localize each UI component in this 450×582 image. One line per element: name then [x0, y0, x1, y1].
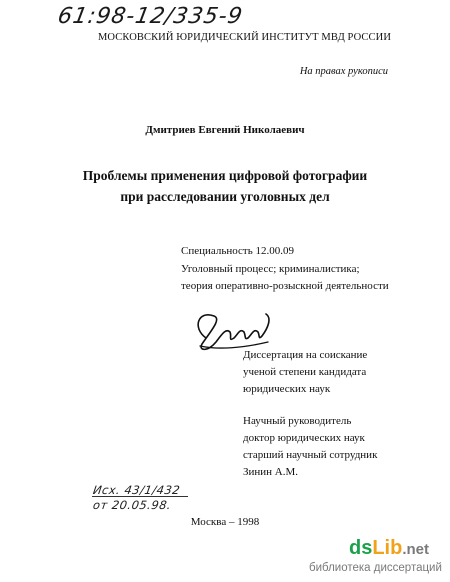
- handwritten-note-line-2: от 20.05.98.: [92, 498, 173, 512]
- place-and-year: Москва – 1998: [190, 516, 260, 528]
- author-name: Дмитриев Евгений Николаевич: [145, 124, 305, 136]
- institute-name: МОСКОВСКИЙ ЮРИДИЧЕСКИЙ ИНСТИТУТ МВД РОССИИ: [98, 32, 392, 43]
- title-line-2: при расследовании уголовных дел: [120, 189, 330, 204]
- handwritten-note-line-1: Исх. 43/1/432: [92, 483, 182, 497]
- specialty-name-line-2: теория оперативно-розыскной деятельности: [181, 280, 389, 292]
- specialty-name-line-1: Уголовный процесс; криминалистика;: [181, 263, 360, 275]
- rights-note: На правах рукописи: [299, 66, 388, 77]
- supervisor-line-1: Научный руководитель: [243, 415, 352, 427]
- supervisor-name: Зинин А.М.: [243, 466, 299, 478]
- dissertation-line-3: юридических наук: [243, 383, 331, 395]
- watermark-logo[interactable]: [349, 537, 429, 560]
- watermark-net: .net: [402, 541, 430, 558]
- dissertation-line-2: ученой степени кандидата: [243, 366, 367, 378]
- watermark-ds: ds: [349, 537, 373, 559]
- handwritten-note-divider: [92, 496, 188, 497]
- watermark-caption: библиотека диссертаций: [309, 562, 442, 574]
- supervisor-line-3: старший научный сотрудник: [243, 449, 378, 461]
- supervisor-line-2: доктор юридических наук: [243, 432, 365, 444]
- watermark-lib: Lib: [372, 537, 403, 559]
- title-line-1: Проблемы применения цифровой фотографии: [82, 168, 368, 183]
- dissertation-line-1: Диссертация на соискание: [243, 349, 368, 361]
- handwritten-archive-number: 61:98-12/335-9: [55, 4, 245, 29]
- specialty-code: Специальность 12.00.09: [181, 245, 294, 257]
